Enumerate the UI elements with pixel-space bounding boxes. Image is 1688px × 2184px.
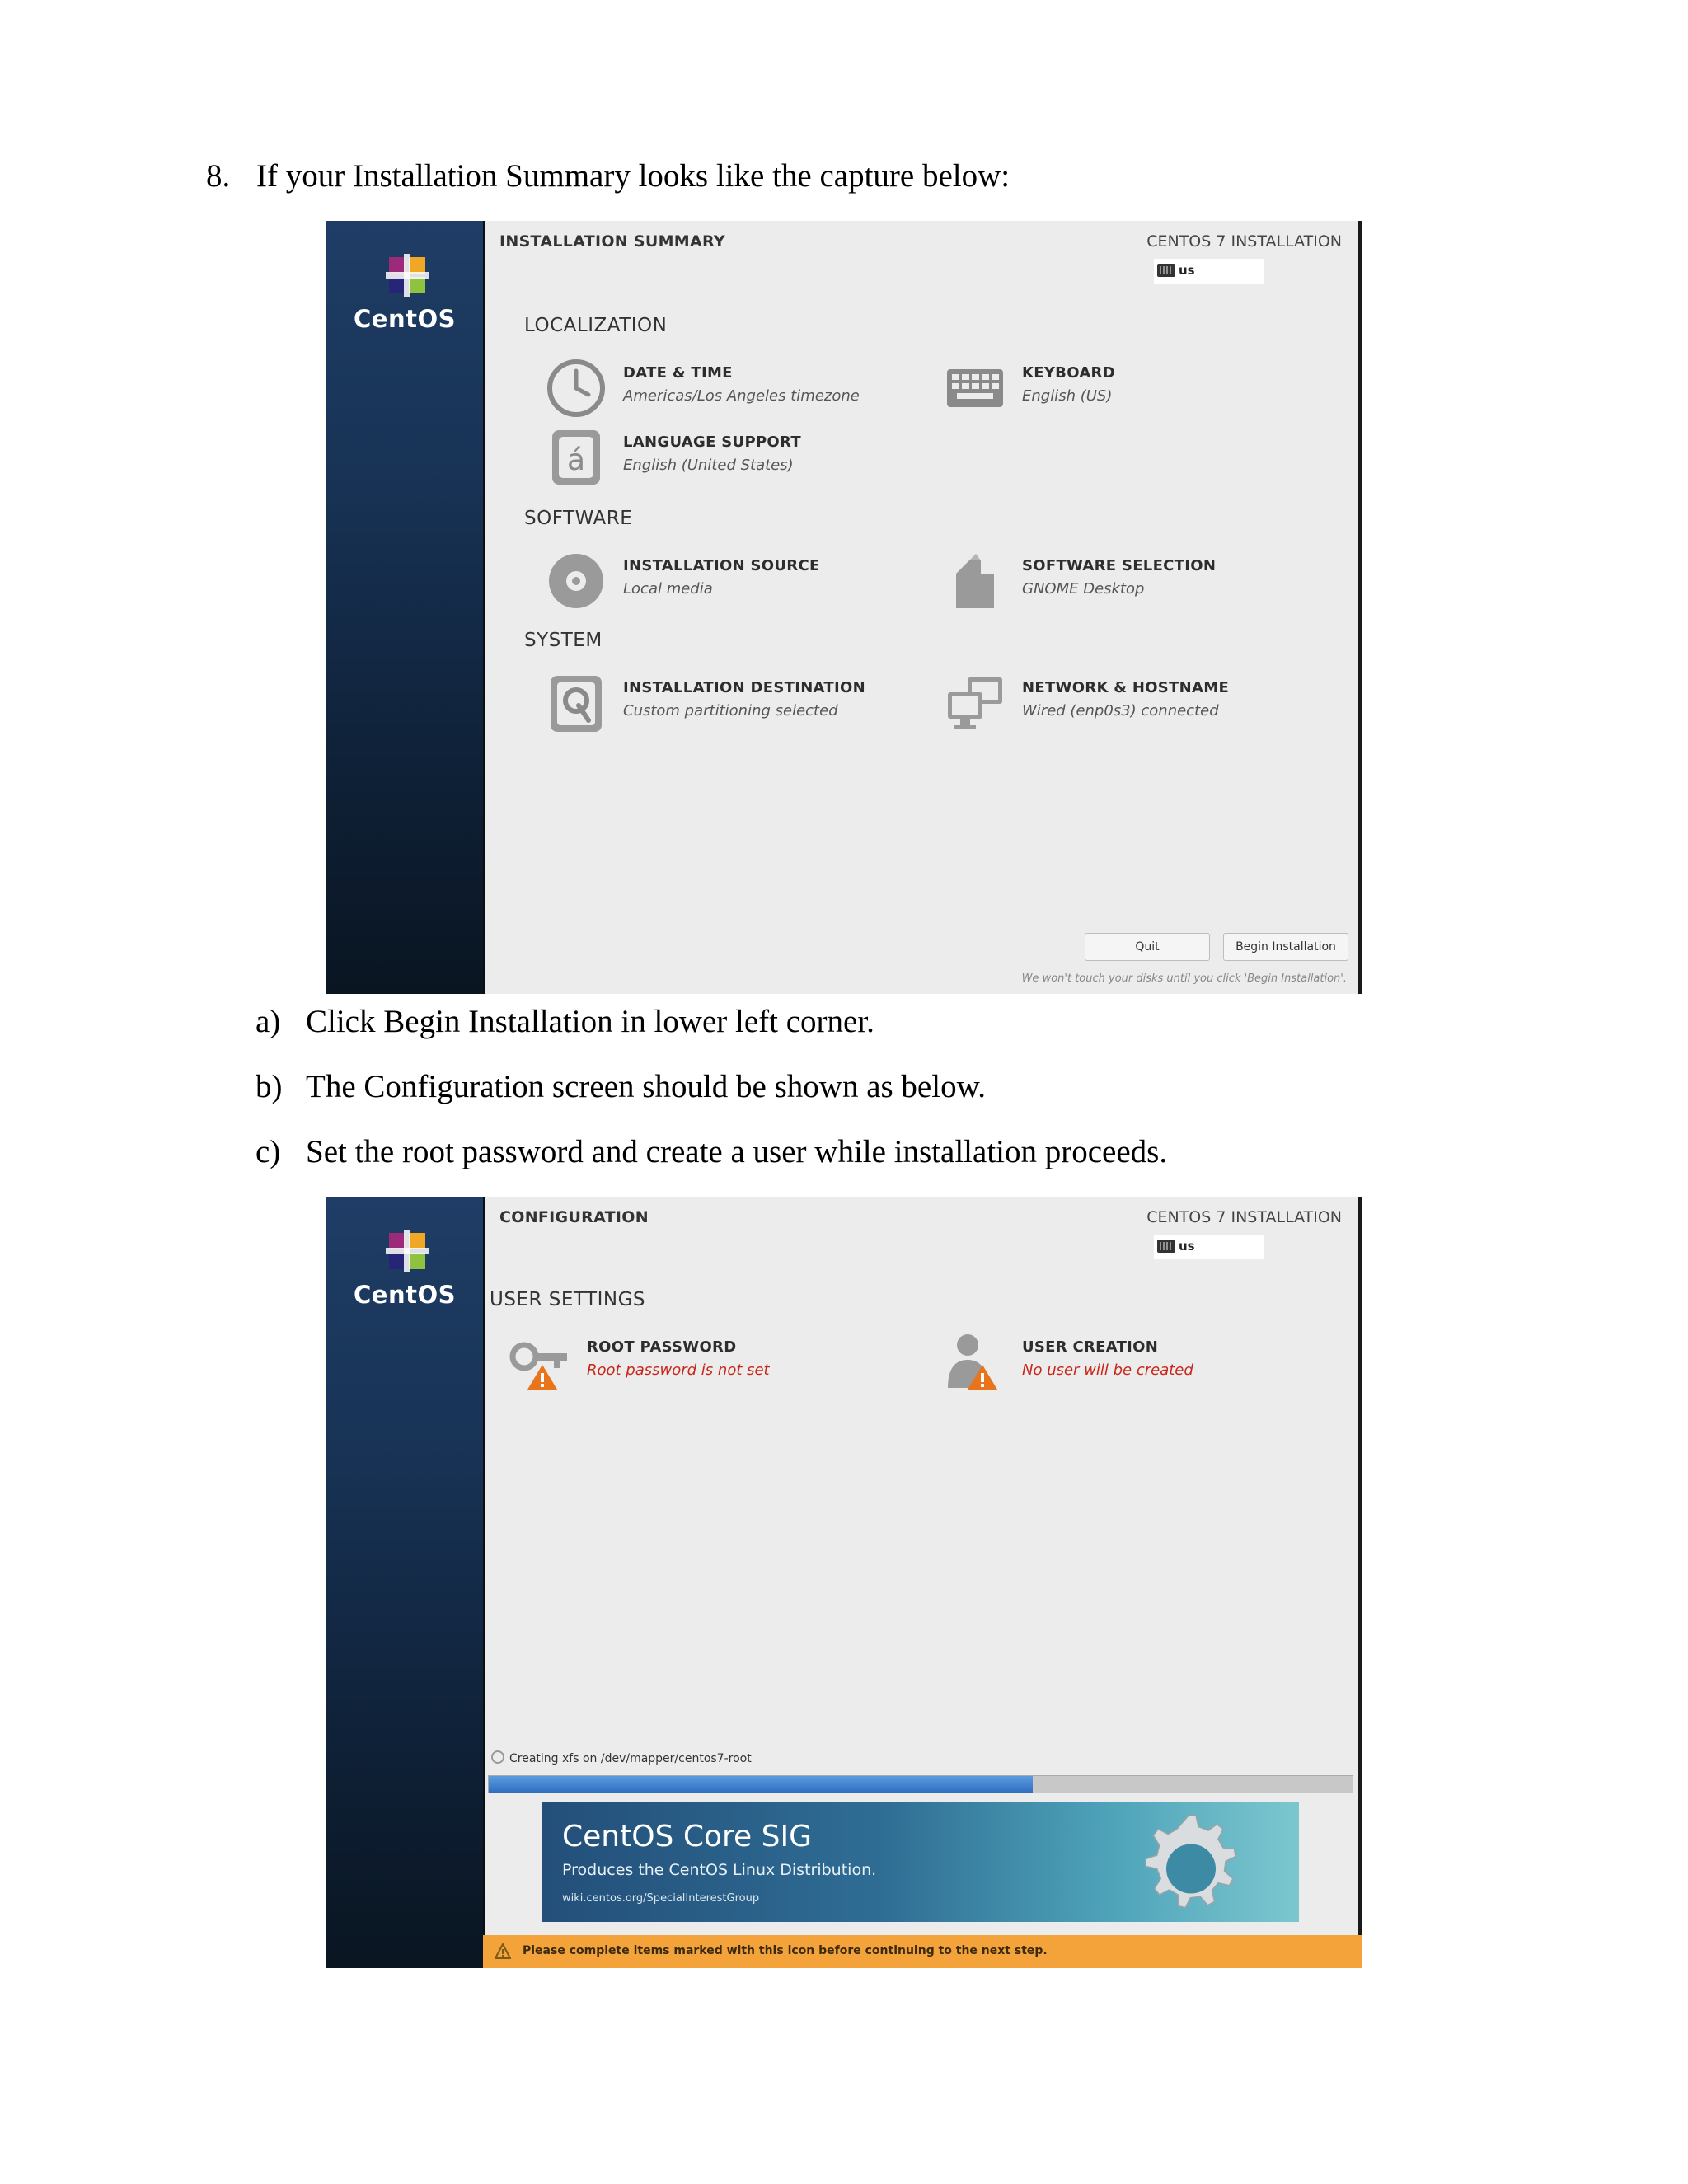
sidebar-divider (483, 221, 485, 994)
warning-text: Please complete items marked with this icon before continuing to the next step. (523, 1944, 1048, 1957)
banner-subtitle: Produces the CentOS Linux Distribution. (562, 1861, 877, 1879)
keyboard-layout-indicator[interactable] (1154, 259, 1264, 284)
substep-a (256, 1002, 874, 1042)
spoke-status: Wired (enp0s3) connected (1022, 702, 1219, 719)
substep-mark: b) (256, 1069, 283, 1104)
keyboard-layout-text: us (1179, 1239, 1195, 1254)
window-edge (1358, 1197, 1362, 1968)
spoke-network-hostname[interactable] (945, 673, 1291, 738)
package-icon (945, 551, 1006, 612)
substep-text: The Configuration screen should be shown as below. (306, 1069, 986, 1104)
spoke-date-time[interactable] (546, 358, 892, 424)
section-localization: LOCALIZATION (524, 315, 668, 336)
spoke-status: English (US) (1022, 387, 1113, 405)
keyboard-icon (945, 358, 1006, 419)
keyboard-indicator-icon (1157, 264, 1175, 277)
network-icon (945, 673, 1006, 733)
spoke-title: INSTALLATION SOURCE (623, 557, 820, 574)
progress-status-text (491, 1750, 752, 1765)
spoke-status: Americas/Los Angeles timezone (623, 387, 860, 405)
spoke-title: ROOT PASSWORD (587, 1338, 737, 1356)
installation-summary-screenshot (326, 221, 1362, 994)
centos-logo-text: CentOS (354, 1281, 456, 1309)
spoke-keyboard[interactable] (945, 358, 1274, 424)
spoke-title: NETWORK & HOSTNAME (1022, 679, 1230, 696)
spoke-software-selection[interactable] (945, 551, 1274, 616)
page-title: INSTALLATION SUMMARY (499, 232, 725, 251)
banner-title: CentOS Core SIG (562, 1820, 812, 1854)
spoke-title: KEYBOARD (1022, 364, 1115, 382)
section-system: SYSTEM (524, 630, 603, 651)
sidebar (326, 1197, 483, 1968)
begin-installation-button[interactable]: Begin Installation (1223, 933, 1348, 961)
spinner-icon (491, 1750, 504, 1764)
svg-text:á: á (566, 443, 586, 477)
spoke-installation-source[interactable] (546, 551, 892, 616)
spoke-title: USER CREATION (1022, 1338, 1159, 1356)
keyboard-layout-indicator[interactable] (1154, 1235, 1264, 1259)
spoke-title: INSTALLATION DESTINATION (623, 679, 865, 696)
page-title: CONFIGURATION (499, 1208, 649, 1226)
warning-bar (483, 1935, 1362, 1968)
spoke-title: LANGUAGE SUPPORT (623, 434, 801, 451)
user-warning-icon (945, 1332, 1006, 1393)
centos-logo-icon (384, 1228, 430, 1274)
keyboard-layout-text: us (1179, 263, 1195, 278)
product-title: CENTOS 7 INSTALLATION (1146, 1208, 1342, 1226)
spoke-installation-destination[interactable] (546, 673, 908, 738)
substep-mark: a) (256, 1004, 281, 1039)
keyboard-indicator-icon (1157, 1240, 1175, 1253)
step-number: 8. (206, 158, 231, 194)
language-icon (546, 427, 607, 488)
centos-logo-icon (384, 252, 430, 298)
substep-c (256, 1132, 1167, 1172)
progress-bar-fill (489, 1776, 1033, 1793)
footnote-text: We won't touch your disks until you click 'Begin Installation'. (1021, 972, 1347, 985)
banner-url: wiki.centos.org/SpecialInterestGroup (562, 1892, 760, 1905)
sidebar (326, 221, 483, 994)
step-text: If your Installation Summary looks like the capture below: (256, 158, 1010, 194)
spoke-status: Custom partitioning selected (623, 702, 838, 719)
disc-icon (546, 551, 607, 612)
installation-progress-bar (488, 1775, 1353, 1793)
spoke-title: SOFTWARE SELECTION (1022, 557, 1217, 574)
spoke-status: English (United States) (623, 457, 794, 474)
sidebar-divider (483, 1197, 485, 1968)
substep-b (256, 1067, 986, 1107)
substep-text: Set the root password and create a user while installation proceeds. (306, 1134, 1168, 1169)
spoke-status: Local media (623, 580, 713, 598)
spoke-status: Root password is not set (587, 1361, 770, 1379)
spoke-root-password[interactable] (509, 1332, 856, 1398)
spoke-title: DATE & TIME (623, 364, 733, 382)
spoke-status: No user will be created (1022, 1361, 1193, 1379)
disk-icon (546, 673, 607, 733)
spoke-language-support[interactable] (546, 427, 892, 493)
clock-icon (546, 358, 607, 419)
spoke-status: GNOME Desktop (1022, 580, 1145, 598)
progress-label: Creating xfs on /dev/mapper/centos7-root (509, 1752, 752, 1765)
warning-icon (495, 1943, 511, 1960)
section-user-settings: USER SETTINGS (490, 1289, 645, 1310)
centos-logo-text: CentOS (354, 305, 456, 333)
centos-core-sig-banner (542, 1802, 1299, 1922)
window-edge (1358, 221, 1362, 994)
step-8-line (206, 157, 1010, 196)
product-title: CENTOS 7 INSTALLATION (1146, 232, 1342, 251)
key-warning-icon (509, 1332, 570, 1393)
spoke-user-creation[interactable] (945, 1332, 1291, 1398)
configuration-screenshot (326, 1197, 1362, 1968)
substep-mark: c) (256, 1134, 281, 1169)
substep-text: Click Begin Installation in lower left corner. (306, 1004, 874, 1039)
quit-button[interactable]: Quit (1085, 933, 1210, 961)
gear-icon (1098, 1803, 1279, 1927)
section-software: SOFTWARE (524, 508, 633, 529)
